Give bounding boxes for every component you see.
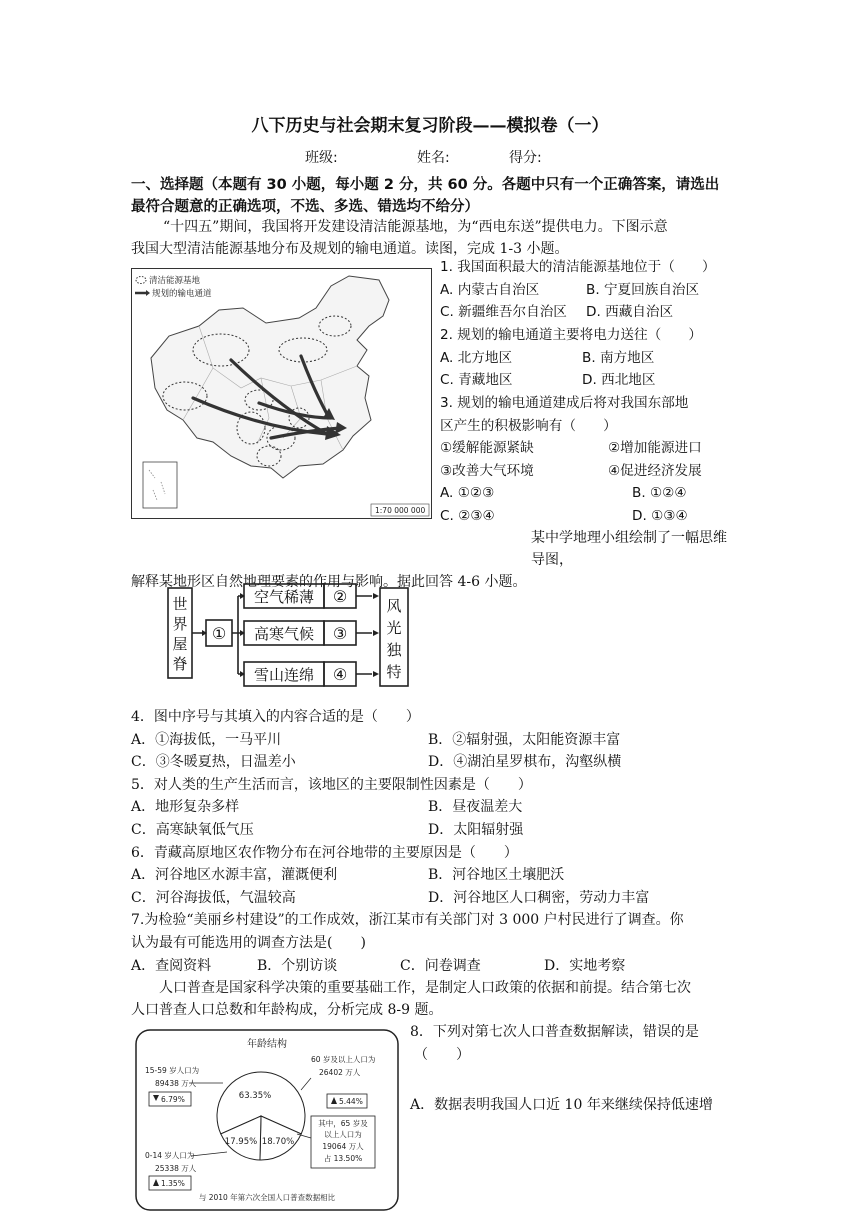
q3-statement-1: ①缓解能源紧缺 [440, 440, 534, 457]
question-1 [440, 256, 740, 324]
pie-label-60plus: 18.70% [261, 1137, 295, 1147]
intro-3-line1: 人口普查是国家科学决策的重要基础工作，是制定人口政策的依据和前提。结合第七次 [159, 980, 691, 996]
mind-map-left-char: 脊 [172, 655, 188, 673]
q3-statement-3: ③改善大气环境 [440, 462, 534, 479]
q7-option-c[interactable]: C．问卷调查 [400, 957, 481, 974]
pie-label-15-59: 63.35% [238, 1091, 272, 1101]
q7-option-d[interactable]: D．实地考察 [544, 957, 626, 974]
mind-map-right-char: 风 [386, 597, 402, 615]
map-scale: 1:70 000 000 [375, 506, 426, 515]
q4-option-a[interactable]: A．①海拔低，一马平川 [131, 731, 282, 748]
mind-map-mid3: 雪山连绵 [253, 666, 315, 684]
mind-map-n2: ② [332, 587, 348, 606]
mind-map-right-char: 特 [386, 663, 402, 681]
question-8 [410, 1021, 740, 1117]
q2-option-c[interactable]: C. 青藏地区 [440, 372, 513, 389]
q6-stem: 6．青藏高原地区农作物分布在河谷地带的主要原因是（ ） [131, 844, 518, 861]
q1-option-b[interactable]: B. 宁夏回族自治区 [586, 281, 700, 298]
q2-stem: 2. 规划的输电通道主要将电力送往（ ） [440, 327, 702, 343]
q3-stem-1: 3. 规划的输电通道建成后将对我国东部地 [440, 395, 689, 411]
elderly-subnote: 19064 万人 [322, 1142, 364, 1151]
q4-stem: 4．图中序号与其填入的内容合适的是（ ） [131, 709, 420, 725]
questions-4-7 [131, 706, 731, 977]
q3-option-b[interactable]: B. ①②④ [632, 485, 687, 502]
q3-option-a[interactable]: A. ①②③ [440, 485, 495, 502]
mind-map-right-char: 光 [386, 619, 402, 637]
group-0-14-change: 1.35% [161, 1179, 185, 1188]
mind-map-mid2: 高寒气候 [253, 625, 315, 643]
q5-option-a[interactable]: A．地形复杂多样 [131, 799, 240, 816]
q8-option-a[interactable]: A．数据表明我国人口近 10 年来继续保持低速增 [410, 1097, 713, 1114]
mind-map-n4: ④ [332, 665, 348, 684]
page-title: 八下历史与社会期末复习阶段——模拟卷（一） [251, 116, 609, 136]
pie-label-0-14: 17.95% [224, 1137, 258, 1147]
elderly-subnote: 以上人口为 [324, 1130, 362, 1139]
intro-3 [131, 977, 731, 1021]
mind-map-left-char: 屋 [172, 635, 188, 653]
q1-stem: 1. 我国面积最大的清洁能源基地位于（ ） [440, 259, 716, 275]
intro-1-line1: “十四五”期间，我国将开发建设清洁能源基地，为“西电东送”提供电力。下图示意 [163, 219, 668, 235]
group-0-14-label: 0-14 岁人口为 [145, 1151, 195, 1160]
q3-option-d[interactable]: D. ①③④ [632, 507, 688, 524]
q4-option-b[interactable]: B．②辐射强，太阳能资源丰富 [428, 731, 621, 748]
mind-map [166, 582, 412, 692]
class-label: 班级: [305, 150, 338, 166]
q5-option-c[interactable]: C．高寒缺氧低气压 [131, 821, 254, 838]
q3-option-c[interactable]: C. ②③④ [440, 507, 495, 524]
q7-stem-1: 7.为检验“美丽乡村建设”的工作成效，浙江某市有关部门对 3 000 户村民进行了调查。你 [131, 912, 684, 929]
intro-3-line2: 人口普查人口总数和年龄构成，分析完成 8-9 题。 [131, 1002, 443, 1018]
mind-map-left-char: 世 [172, 595, 188, 613]
clean-energy-map [131, 268, 432, 519]
q4-option-d[interactable]: D．④湖泊星罗棋布，沟壑纵横 [428, 754, 622, 771]
q3-statement-2: ②增加能源进口 [608, 440, 702, 457]
q5-stem: 5．对人类的生产生活而言，该地区的主要限制性因素是（ ） [131, 776, 532, 793]
name-label: 姓名: [417, 150, 450, 166]
q6-option-d[interactable]: D．河谷地区人口稠密，劳动力丰富 [428, 889, 650, 906]
q3-statement-4: ④促进经济发展 [608, 462, 702, 479]
group-0-14-value: 25338 万人 [155, 1164, 197, 1173]
q1-option-a[interactable]: A. 内蒙古自治区 [440, 281, 540, 298]
group-15-59-label: 15-59 岁人口为 [145, 1066, 200, 1075]
question-2 [440, 324, 740, 392]
q6-option-c[interactable]: C．河谷海拔低，气温较高 [131, 889, 296, 906]
group-60plus-value: 26402 万人 [319, 1068, 361, 1077]
intro-1 [131, 216, 731, 260]
q2-option-b[interactable]: B. 南方地区 [582, 349, 655, 366]
legend-base-label: 清洁能源基地 [149, 276, 201, 286]
section-heading [131, 174, 731, 218]
section-heading-line2: 最符合题意的正确选项，不选、多选、错选均不给分） [131, 199, 479, 215]
intro-1-line2: 我国大型清洁能源基地分布及规划的输电通道。读图，完成 1-3 小题。 [131, 241, 569, 257]
elderly-subnote: 占 13.50% [323, 1154, 363, 1163]
score-label: 得分: [509, 150, 542, 166]
figure-footer: 与 2010 年第六次全国人口普查数据相比 [198, 1193, 336, 1202]
group-15-59-change: 6.79% [161, 1095, 185, 1104]
legend-channel-label: 规划的输电通道 [152, 289, 212, 299]
q1-option-c[interactable]: C. 新疆维吾尔自治区 [440, 304, 567, 321]
q8-stem-1: 8．下列对第七次人口普查数据解读，错误的是 [410, 1024, 699, 1040]
q5-option-d[interactable]: D．太阳辐射强 [428, 821, 524, 838]
q5-option-b[interactable]: B．昼夜温差大 [428, 799, 523, 816]
mind-map-n3: ③ [332, 624, 348, 643]
intro-2-line1: 某中学地理小组绘制了一幅思维导图， [531, 530, 727, 568]
q4-option-c[interactable]: C．③冬暖夏热，日温差小 [131, 754, 296, 771]
mind-map-left-char: 界 [172, 615, 188, 633]
q1-option-d[interactable]: D. 西藏自治区 [586, 304, 674, 321]
mind-map-mid1: 空气稀薄 [253, 588, 315, 606]
q2-option-a[interactable]: A. 北方地区 [440, 349, 513, 366]
mind-map-right-char: 独 [386, 641, 402, 659]
q2-option-d[interactable]: D. 西北地区 [582, 372, 656, 389]
mind-map-center: ① [211, 624, 227, 643]
q6-option-b[interactable]: B．河谷地区土壤肥沃 [428, 867, 565, 884]
q6-option-a[interactable]: A．河谷地区水源丰富，灌溉便利 [131, 867, 338, 884]
pie-title: 年龄结构 [247, 1039, 287, 1050]
q7-stem-2: 认为最有可能选用的调查方法是( ) [131, 934, 366, 951]
group-15-59-value: 89438 万人 [155, 1079, 197, 1088]
section-heading-line1: 一、选择题（本题有 30 小题，每小题 2 分，共 60 分。各题中只有一个正确答案，请选出 [131, 177, 720, 193]
group-60plus-change: 5.44% [339, 1097, 363, 1106]
q3-stem-2: 区产生的积极影响有（ ） [440, 417, 617, 434]
q7-option-a[interactable]: A．查阅资料 [131, 957, 212, 974]
group-60plus-label: 60 岁及以上人口为 [311, 1055, 376, 1064]
age-structure-figure [131, 1028, 403, 1212]
intro-2-line2: 解释某地形区自然地理要素的作用与影响。据此回答 4-6 小题。 [131, 574, 527, 590]
south-sea-inset [143, 462, 177, 508]
q8-stem-2: （ ） [414, 1046, 470, 1063]
q7-option-b[interactable]: B．个别访谈 [257, 957, 338, 974]
question-3 [440, 392, 740, 528]
elderly-subnote: 其中，65 岁及 [318, 1119, 368, 1128]
